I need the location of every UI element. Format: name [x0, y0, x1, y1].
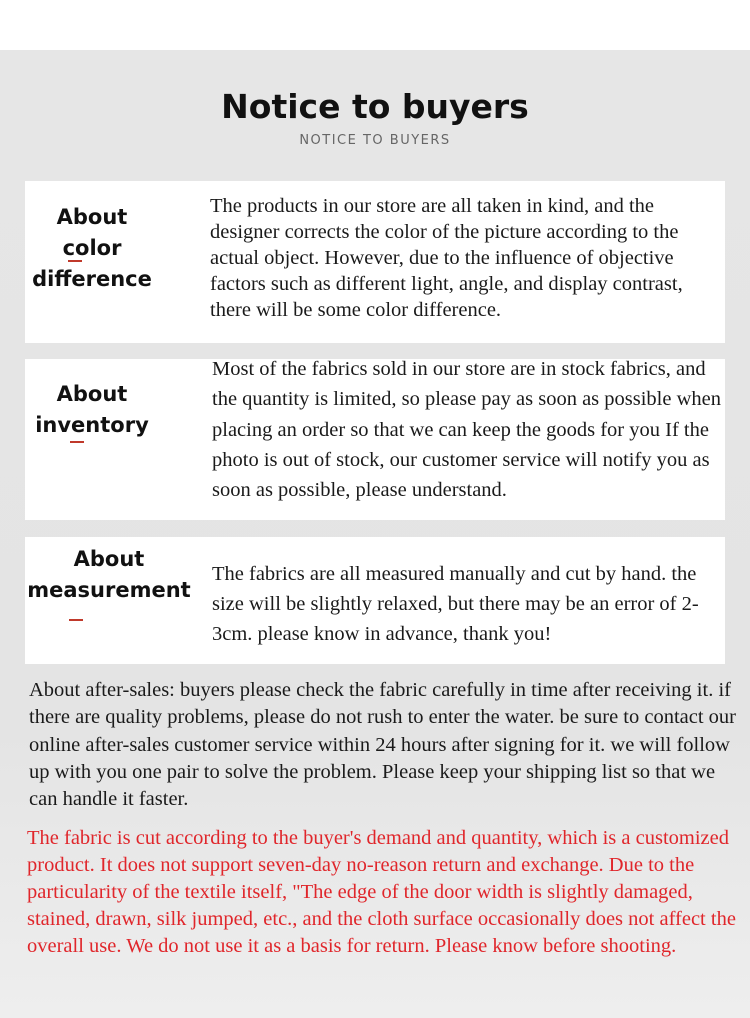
label-line: About — [56, 382, 128, 406]
color-difference-label — [25, 202, 159, 295]
inventory-text: Most of the fabrics sold in our store are in stock fabrics, and the quantity is limited, so please pay as soon as possible when placing an order so that we can keep the goods for you If the photo is out of stock, our customer service will notify you as soon as possible, please understand. — [212, 358, 722, 502]
label-line: About — [73, 547, 145, 571]
measurement-label — [25, 544, 193, 606]
return-policy-warning: The fabric is cut according to the buyer's demand and quantity, which is a customized product. It does not support seven-day no-reason return and exchange. Due to the particularity of the textile itself, "The edge of the door width is slightly damaged, stained, drawn, silk jumped, etc., and the cloth surface occasionally does not affect the overall use. We do not use it as a basis for return. Please know before shooting. — [27, 827, 736, 957]
page-title: Notice to buyers — [221, 87, 529, 126]
label-line: inventory — [35, 413, 149, 437]
inventory-card — [25, 359, 725, 520]
label-line: About — [56, 205, 128, 229]
accent-dash — [70, 441, 84, 443]
accent-dash — [69, 619, 83, 621]
color-difference-text: The products in our store are all taken in kind, and the designer corrects the color of the picture according to the actual object. However, due to the influence of objective factors such as different light, angle, and display contrast, there will be some color difference. — [210, 195, 683, 321]
measurement-text: The fabrics are all measured manually and cut by hand. the size will be slightly relaxed, but there may be an error of 2-3cm. please know in advance, thank you! — [212, 563, 699, 645]
label-line: color — [62, 236, 122, 260]
accent-dash — [68, 260, 82, 262]
label-line: difference — [32, 267, 152, 291]
page-subtitle: NOTICE TO BUYERS — [299, 133, 451, 148]
color-difference-card — [25, 181, 725, 343]
measurement-card — [25, 537, 725, 664]
after-sales-paragraph: About after-sales: buyers please check the fabric carefully in time after receiving it. if there are quality problems, please do not rush to enter the water. be sure to contact our online after-sales customer service within 24 hours after signing for it. we will follow up with you one pair to solve the problem. Please keep your shipping list so that we can handle it faster. — [29, 679, 737, 811]
inventory-label — [25, 379, 159, 441]
label-line: measurement — [27, 578, 191, 602]
